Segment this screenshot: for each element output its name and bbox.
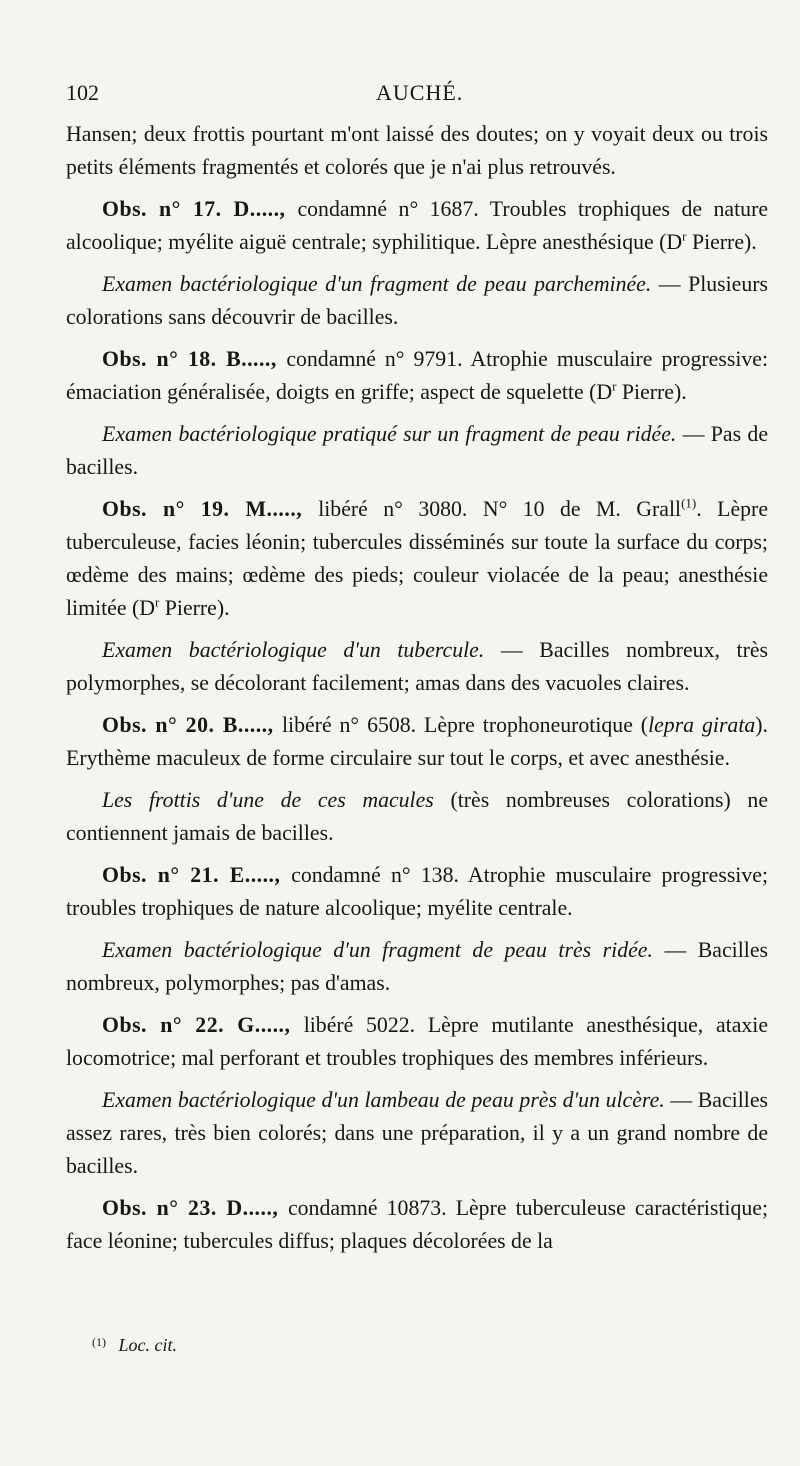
observation-paragraph bbox=[66, 859, 768, 925]
observation-label: Obs. n° 23. D....., bbox=[102, 1196, 288, 1220]
text-run: libéré n° 3080. N° 10 de M. Grall bbox=[318, 497, 682, 521]
observation-paragraph bbox=[66, 343, 768, 409]
observation-paragraph bbox=[66, 493, 768, 625]
footnote bbox=[92, 1335, 177, 1356]
italic-text: Examen bactériologique d'un tubercule. bbox=[102, 638, 485, 662]
italic-text: Examen bactériologique d'un fragment de peau très ridée. bbox=[102, 938, 653, 962]
continuation-paragraph bbox=[66, 118, 768, 184]
text-run: condamné n° 1687. Troubles trophiques de nature alcoolique; myélite aiguë centrale; syphilitique. Lèpre anesthésique (D bbox=[66, 197, 768, 254]
text-run: ). Erythème maculeux de forme circulaire sur tout le corps, et avec anesthésie. bbox=[66, 713, 768, 770]
text-run: Pierre). bbox=[616, 380, 687, 404]
footnote-mark: (1) bbox=[92, 1335, 106, 1349]
exam-paragraph bbox=[66, 418, 768, 484]
superscript: (1) bbox=[681, 495, 697, 511]
italic-text: Examen bactériologique d'un lambeau de peau près d'un ulcère. bbox=[102, 1088, 665, 1112]
observation-label: Obs. n° 18. B....., bbox=[102, 347, 287, 371]
italic-text: Examen bactériologique d'un fragment de peau parcheminée. bbox=[102, 272, 652, 296]
observation-paragraph bbox=[66, 1192, 768, 1258]
text-run: Hansen; deux frottis pourtant m'ont laissé des doutes; on y voyait deux ou trois petits éléments fragmentés et colorés que je n'ai plus retrouvés. bbox=[66, 122, 768, 179]
observation-label: Obs. n° 21. E....., bbox=[102, 863, 292, 887]
text-run: — Bacilles nombreux, très polymorphes, se décolorant facilement; amas dans des vacuoles claires. bbox=[66, 638, 768, 695]
italic-text: Examen bactériologique pratiqué sur un fragment de peau ridée. bbox=[102, 422, 677, 446]
body-text bbox=[66, 118, 768, 1267]
text-run: condamné n° 9791. Atrophie musculaire progressive: émaciation généralisée, doigts en griffe; aspect de squelette (D bbox=[66, 347, 768, 404]
exam-paragraph bbox=[66, 784, 768, 850]
italic-text: lepra girata bbox=[648, 713, 756, 737]
observation-label: Obs. n° 20. B....., bbox=[102, 713, 282, 737]
text-run: — Bacilles nombreux, polymorphes; pas d'amas. bbox=[66, 938, 768, 995]
text-run: condamné n° 138. Atrophie musculaire progressive; troubles trophiques de nature alcoolique; myélite centrale. bbox=[66, 863, 768, 920]
text-run: Pierre). bbox=[686, 230, 757, 254]
observation-label: Obs. n° 19. M....., bbox=[102, 497, 319, 521]
observation-paragraph bbox=[66, 1009, 768, 1075]
text-run: . Lèpre tuberculeuse, facies léonin; tubercules disséminés sur toute la surface du corps; œdème des mains; œdème des pieds; couleur violacée de la peau; anesthésie limitée (D bbox=[66, 497, 768, 620]
text-run: condamné 10873. Lèpre tuberculeuse caractéristique; face léonine; tubercules diffus; plaques décolorées de la bbox=[66, 1196, 768, 1253]
footnote-text: Loc. cit. bbox=[118, 1335, 177, 1355]
superscript: r bbox=[154, 594, 160, 610]
observation-paragraph bbox=[66, 709, 768, 775]
running-title: AUCHÉ. bbox=[376, 80, 464, 105]
text-run: — Bacilles assez rares, très bien colorés; dans une préparation, il y a un grand nombre de bacilles. bbox=[66, 1088, 768, 1178]
text-run: libéré 5022. Lèpre mutilante anesthésique, ataxie locomotrice; mal perforant et troubles trophiques des membres inférieurs. bbox=[66, 1013, 769, 1070]
italic-text: Les frottis d'une de ces macules bbox=[102, 788, 434, 812]
text-run: libéré n° 6508. Lèpre trophoneurotique ( bbox=[282, 713, 649, 737]
exam-paragraph bbox=[66, 634, 768, 700]
exam-paragraph bbox=[66, 934, 768, 1000]
exam-paragraph bbox=[66, 268, 768, 334]
text-run: Pierre). bbox=[159, 596, 230, 620]
observation-label: Obs. n° 17. D....., bbox=[102, 197, 298, 221]
exam-paragraph bbox=[66, 1084, 768, 1183]
text-run: — Plusieurs colorations sans découvrir de bacilles. bbox=[66, 272, 768, 329]
page-number: 102 bbox=[66, 80, 99, 105]
text-run: (très nombreuses colorations) ne contiennent jamais de bacilles. bbox=[66, 788, 768, 845]
observation-paragraph bbox=[66, 193, 768, 259]
superscript: r bbox=[612, 378, 617, 394]
superscript: r bbox=[682, 228, 687, 244]
observation-label: Obs. n° 22. G....., bbox=[102, 1013, 304, 1037]
page-header bbox=[66, 80, 766, 110]
text-run: — Pas de bacilles. bbox=[66, 422, 768, 479]
